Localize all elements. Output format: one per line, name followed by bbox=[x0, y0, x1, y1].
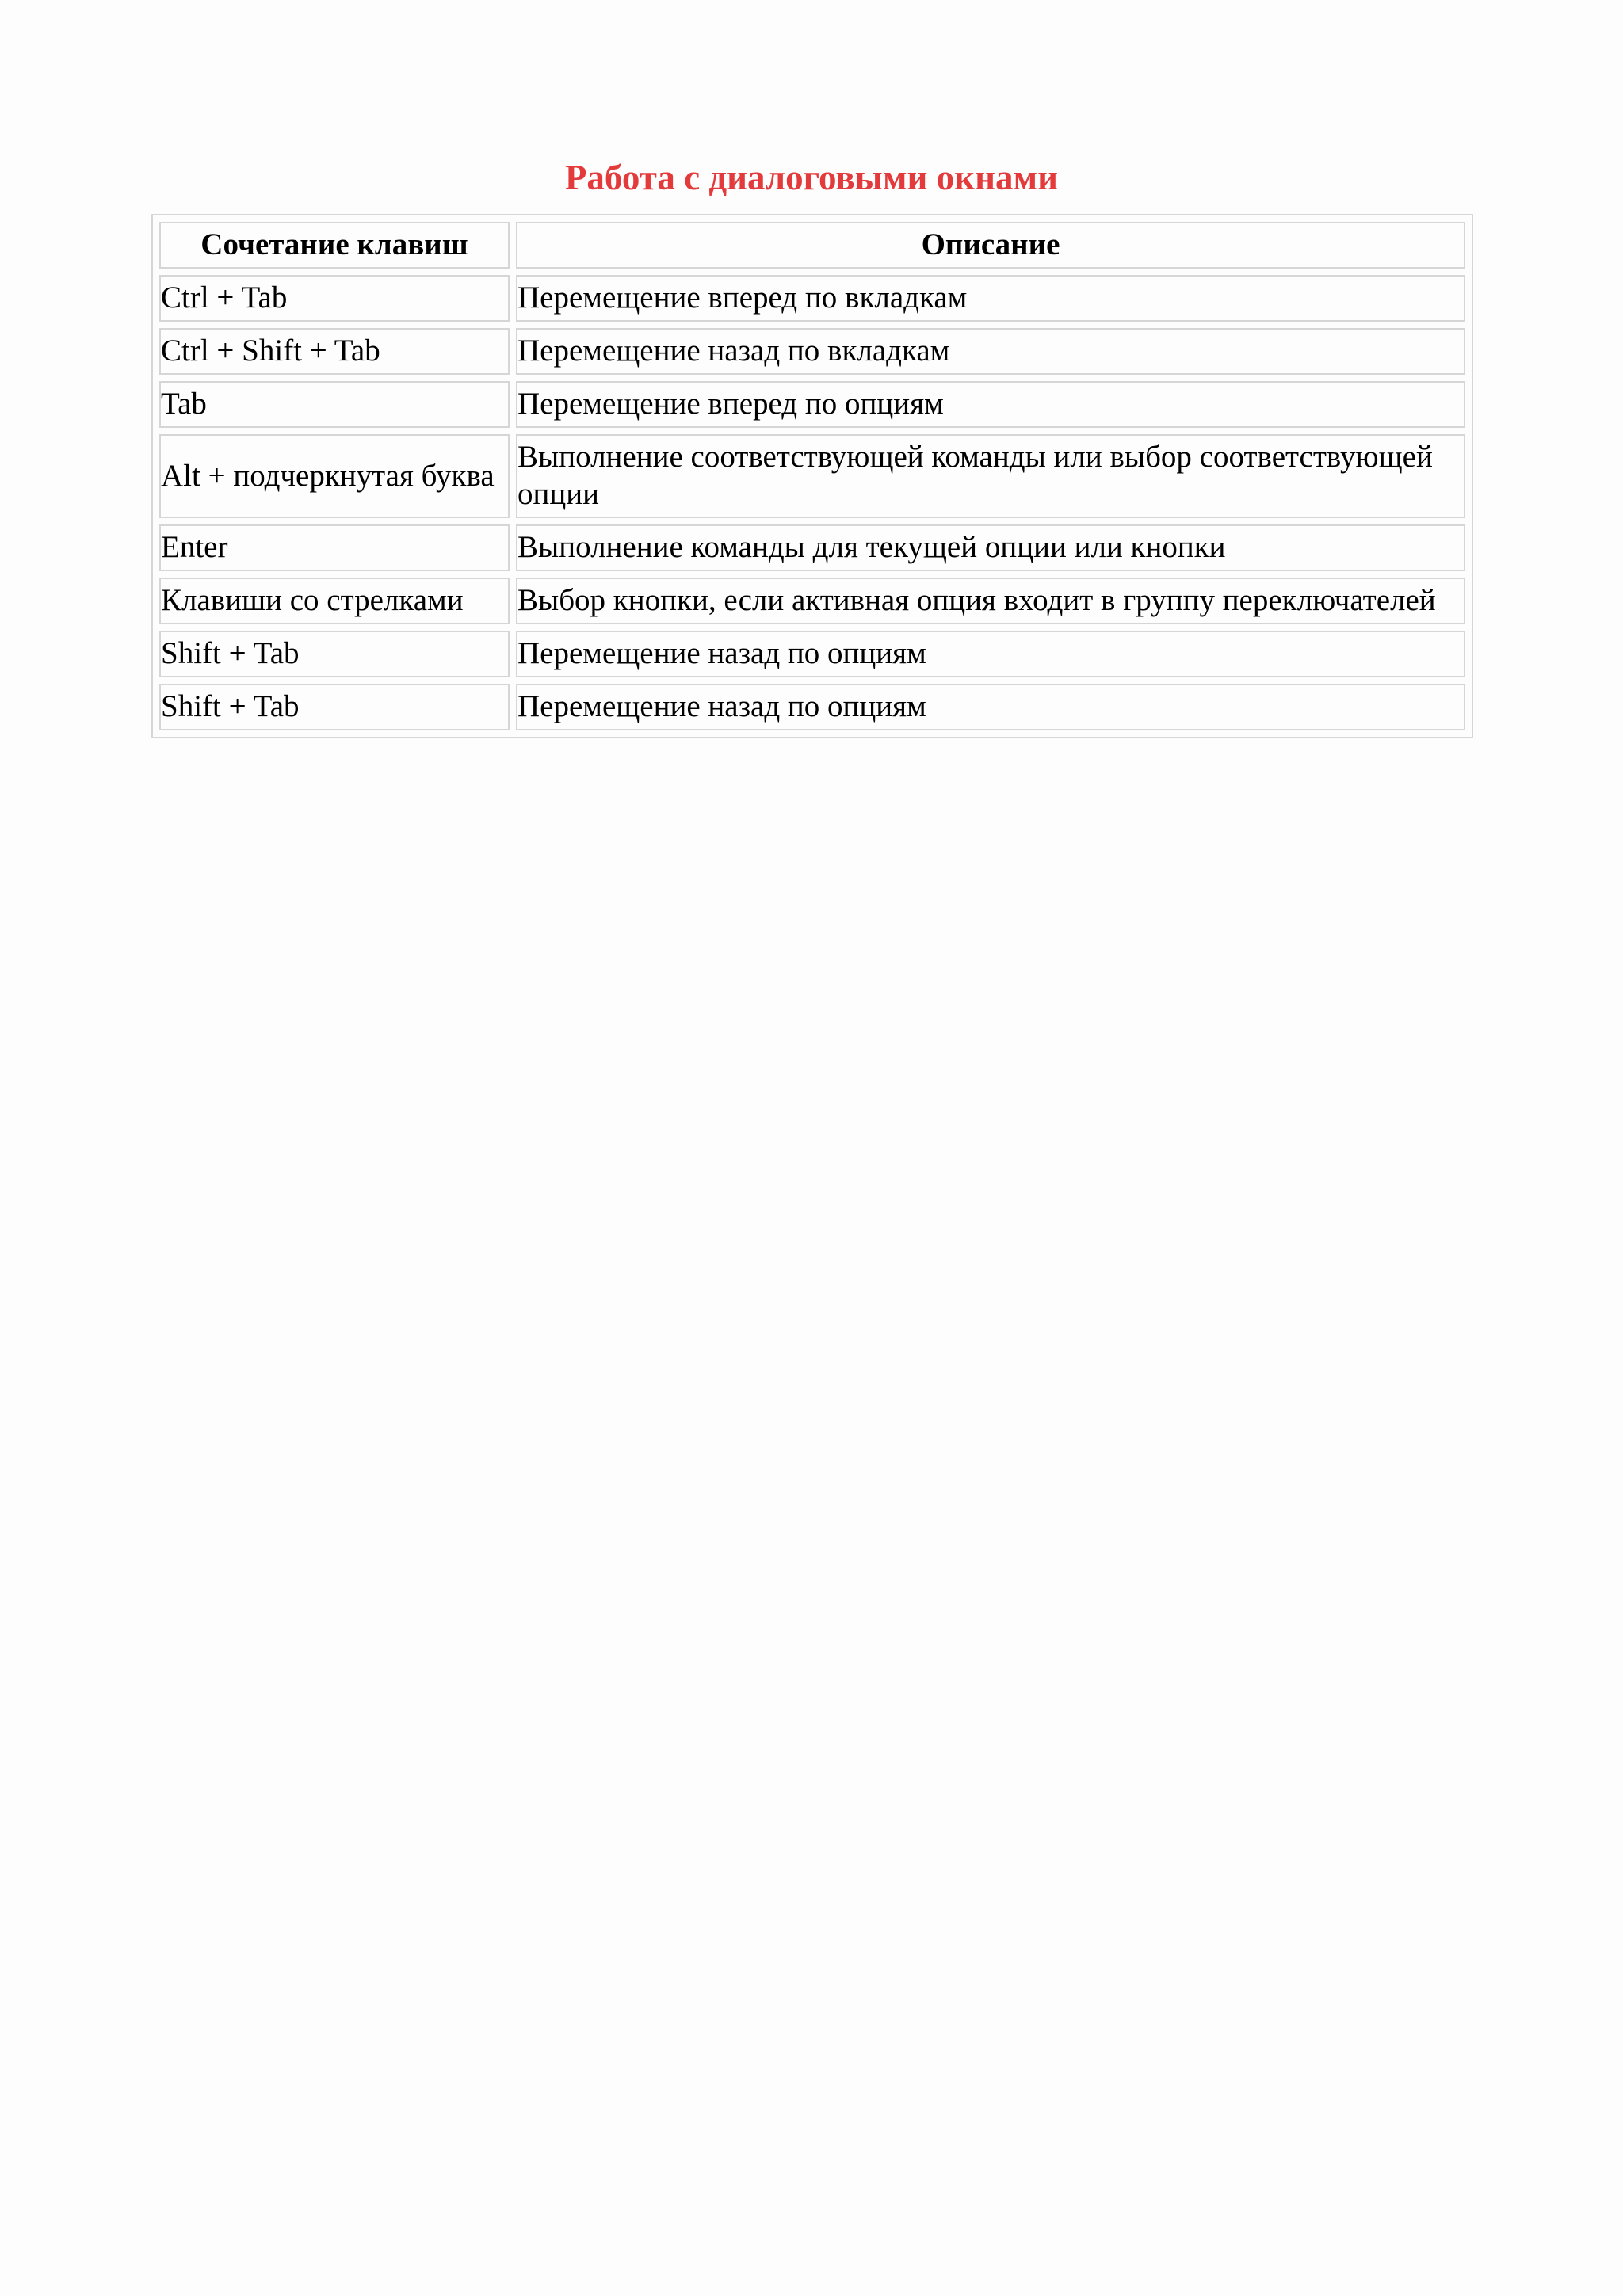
row-keys: Shift + Tab bbox=[159, 631, 510, 677]
table-header-row bbox=[159, 222, 1465, 269]
row-description: Перемещение вперед по опциям bbox=[516, 381, 1465, 428]
row-keys: Ctrl + Tab bbox=[159, 275, 510, 322]
table-row bbox=[159, 631, 1465, 677]
shortcuts-table-container bbox=[151, 214, 1473, 738]
header-description: Описание bbox=[516, 222, 1465, 269]
row-keys: Shift + Tab bbox=[159, 684, 510, 730]
page-title: Работа с диалоговыми окнами bbox=[564, 158, 1059, 197]
row-description: Перемещение назад по опциям bbox=[516, 684, 1465, 730]
row-keys: Клавиши со стрелками bbox=[159, 578, 510, 624]
row-keys: Tab bbox=[159, 381, 510, 428]
row-description: Перемещение назад по опциям bbox=[516, 631, 1465, 677]
table-row bbox=[159, 524, 1465, 571]
shortcuts-table bbox=[151, 214, 1473, 738]
row-keys: Ctrl + Shift + Tab bbox=[159, 328, 510, 375]
row-description: Перемещение назад по вкладкам bbox=[516, 328, 1465, 375]
row-keys: Enter bbox=[159, 524, 510, 571]
table-row bbox=[159, 381, 1465, 428]
table-row bbox=[159, 684, 1465, 730]
table-row bbox=[159, 578, 1465, 624]
row-description: Перемещение вперед по вкладкам bbox=[516, 275, 1465, 322]
header-keys: Сочетание клавиш bbox=[159, 222, 510, 269]
row-keys: Alt + подчеркнутая буква bbox=[159, 434, 510, 518]
row-description: Выполнение соответствующей команды или выбор соответствующей опции bbox=[516, 434, 1465, 518]
table-row bbox=[159, 275, 1465, 322]
row-description: Выполнение команды для текущей опции или кнопки bbox=[516, 524, 1465, 571]
table-row bbox=[159, 434, 1465, 518]
row-description: Выбор кнопки, если активная опция входит в группу переключателей bbox=[516, 578, 1465, 624]
table-row bbox=[159, 328, 1465, 375]
